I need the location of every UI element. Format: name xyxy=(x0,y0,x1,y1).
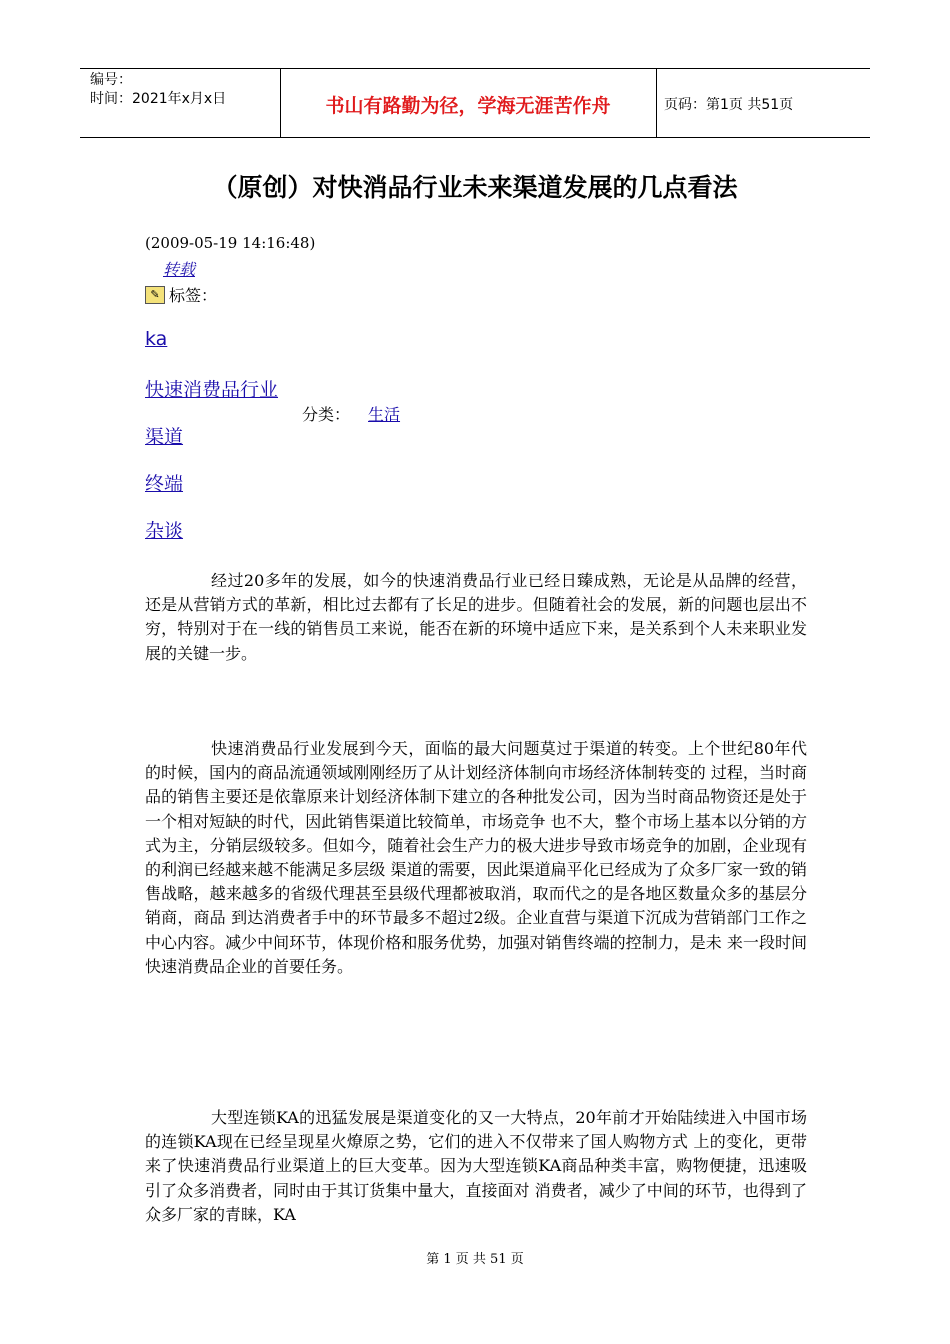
header-motto: 书山有路勤为径，学海无涯苦作舟 xyxy=(325,95,611,117)
tag-link-channel[interactable]: 渠道 xyxy=(145,426,184,448)
page-footer: 第 1 页 共 51 页 xyxy=(426,1252,524,1267)
article-title: （原创）对快消品行业未来渠道发展的几点看法 xyxy=(212,173,738,202)
repost-link[interactable]: 转载 xyxy=(163,260,196,279)
article-date: (2009-05-19 14:16:48) xyxy=(145,234,316,252)
number-label: 编号： xyxy=(90,72,132,88)
category-row xyxy=(302,402,400,425)
tag-link-terminal[interactable]: 终端 xyxy=(145,473,184,495)
time-label: 时间：2021年x月x日 xyxy=(90,91,227,107)
tag-list xyxy=(145,328,278,563)
paragraph: 快速消费品行业发展到今天，面临的最大问题莫过于渠道的转变。上个世纪80年代的时候，国内的商品流通领域刚刚经历了从计划经济体制向市场经济体制转变的 过程，当时商品的销售主要还是依靠原来计划经济体制下建立的各种批发公司，因为当时商品物资还是处于一个相对短缺的时代，因此销售渠道比较简单，市场竞争 也不大，整个市场上基本以分销的方式为主，分销层级较多。但如今，随着社会生产力的极大进步导致市场竞争的加剧，企业现有的利润已经越来越不能满足多层级 渠道的需要，因此渠道扁平化已经成为了众多厂家一致的销售战略，越来越多的省级代理甚至县级代理都被取消，取而代之的是各地区数量众多的基层分销商，商品 到达消费者手中的环节最多不超过2级。企业直营与渠道下沉成为营销部门工作之中心内容。减少中间环节，体现价格和服务优势，加强对销售终端的控制力，是未 来一段时间快速消费品企业的首要任务。 xyxy=(145,739,807,976)
tag-icon: ✎ xyxy=(145,286,165,304)
header-table xyxy=(80,68,870,138)
tags-label: 标签： xyxy=(169,286,218,305)
header-divider xyxy=(656,69,657,137)
header-page-label: 页码：第1页 共51页 xyxy=(664,97,794,113)
paragraph: 经过20多年的发展，如今的快速消费品行业已经日臻成熟，无论是从品牌的经营，还是从营销方式的革新，相比过去都有了长足的进步。但随着社会的发展，新的问题也层出不穷，特别对于在一线的销售员工来说，能否在新的环境中适应下来，是关系到个人未来职业发展的关键一步。 xyxy=(145,571,807,663)
tag-link-ka[interactable]: ka xyxy=(145,328,168,350)
header-info xyxy=(90,71,226,109)
category-link[interactable]: 生活 xyxy=(368,405,401,424)
tags-row xyxy=(145,283,217,306)
tag-link-fmcg[interactable]: 快速消费品行业 xyxy=(145,379,279,401)
paragraph: 大型连锁KA的迅猛发展是渠道变化的又一大特点，20年前才开始陆续进入中国市场的连锁KA现在已经呈现星火燎原之势，它们的进入不仅带来了国人购物方式 上的变化，更带来了快速消费品行业渠道上的巨大变革。因为大型连锁KA商品种类丰富，购物便捷，迅速吸引了众多消费者，同时由于其订货集中量大，直接面对 消费者，减少了中间的环节，也得到了众多厂家的青睐，KA xyxy=(145,1108,807,1224)
category-label: 分类： xyxy=(302,405,351,424)
tag-link-misc[interactable]: 杂谈 xyxy=(145,520,184,542)
